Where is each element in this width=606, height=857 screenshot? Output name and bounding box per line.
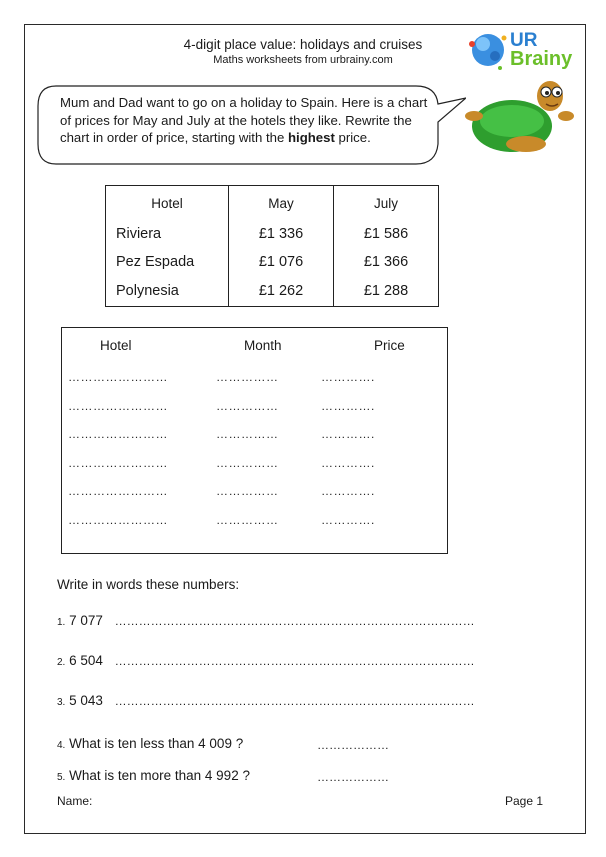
question-text: What is ten more than 4 992 ? (69, 768, 250, 783)
answer-dotted-line[interactable]: …………. (321, 398, 375, 413)
urbrainy-logo (466, 28, 581, 78)
prices-header-row (106, 186, 439, 221)
prices-table (105, 185, 439, 307)
answer-dotted-line[interactable]: …………… (216, 370, 279, 384)
instructions-text: Mum and Dad want to go on a holiday to Spain. Here is a chart of prices for May and July at the hotels they like. Rewrite the chart in order of price, starting with the highest price. (60, 95, 428, 145)
answer-dotted-line[interactable]: …………. (321, 512, 375, 527)
answer-dotted-line[interactable]: …………. (321, 427, 375, 441)
answer-dotted-line[interactable]: …………. (321, 484, 375, 498)
july-price-cell: £1 586 (334, 220, 439, 248)
table-row (106, 248, 439, 276)
answer-dotted-line[interactable]: …………………… (68, 370, 168, 384)
page-number: Page 1 (505, 794, 544, 808)
table-row (106, 276, 439, 307)
answer-line[interactable]: ……………………………………………………………………………… (114, 614, 475, 628)
table-row (106, 220, 439, 248)
question-4 (57, 736, 243, 751)
item-number: 5. (57, 772, 66, 783)
word-item-2 (57, 653, 475, 668)
answer-dotted-line[interactable]: …………………… (68, 455, 168, 470)
answer-dotted-line[interactable]: …………… (216, 427, 279, 441)
header-hotel: Hotel (106, 186, 229, 221)
header-may: May (229, 186, 334, 221)
answer-dotted-line[interactable]: …………. (321, 370, 375, 384)
answer-line[interactable]: ……………… (317, 738, 389, 752)
logo-text-ur: UR (510, 30, 538, 51)
logo-text-brainy: Brainy (510, 48, 573, 70)
word-item-1 (57, 613, 475, 628)
item-number: 4. (57, 740, 66, 751)
answer-dotted-line[interactable]: …………… (216, 455, 279, 470)
words-prompt: Write in words these numbers: (57, 577, 240, 592)
may-price-cell: £1 262 (229, 276, 334, 307)
answer-line[interactable]: ……………… (317, 770, 389, 784)
name-label: Name: (57, 794, 93, 808)
july-price-cell: £1 366 (334, 248, 439, 276)
turtle-mascot-icon (462, 76, 580, 160)
answer-dotted-line[interactable]: …………………… (68, 398, 168, 413)
answer-line[interactable]: ……………………………………………………………………………… (114, 654, 475, 668)
answer-dotted-line[interactable]: …………………… (68, 512, 168, 527)
hotel-cell: Riviera (106, 220, 229, 248)
answer-header-month: Month (244, 338, 282, 353)
july-price-cell: £1 288 (334, 276, 439, 307)
may-price-cell: £1 336 (229, 220, 334, 248)
answer-dotted-line[interactable]: …………… (216, 398, 279, 413)
answer-line[interactable]: ……………………………………………………………………………… (114, 694, 475, 708)
item-number: 3. (57, 697, 66, 708)
answer-dotted-line[interactable]: …………………… (68, 484, 168, 498)
question-5 (57, 768, 250, 783)
page-subtitle: Maths worksheets from urbrainy.com (213, 54, 393, 66)
answer-dotted-line[interactable]: …………. (321, 455, 375, 470)
item-value: 7 077 (69, 613, 103, 628)
header-july: July (334, 186, 439, 221)
answer-header-price: Price (374, 338, 405, 353)
question-text: What is ten less than 4 009 ? (69, 736, 244, 751)
answer-dotted-line[interactable]: …………………… (68, 427, 168, 441)
answer-header-hotel: Hotel (100, 338, 132, 353)
word-item-3 (57, 693, 475, 708)
answer-dotted-line[interactable]: …………… (216, 512, 279, 527)
hotel-cell: Pez Espada (106, 248, 229, 276)
item-value: 6 504 (69, 653, 103, 668)
hotel-cell: Polynesia (106, 276, 229, 307)
item-value: 5 043 (69, 693, 103, 708)
may-price-cell: £1 076 (229, 248, 334, 276)
item-number: 1. (57, 617, 66, 628)
answer-dotted-line[interactable]: …………… (216, 484, 279, 498)
page-title: 4-digit place value: holidays and cruises (183, 37, 423, 52)
item-number: 2. (57, 657, 66, 668)
